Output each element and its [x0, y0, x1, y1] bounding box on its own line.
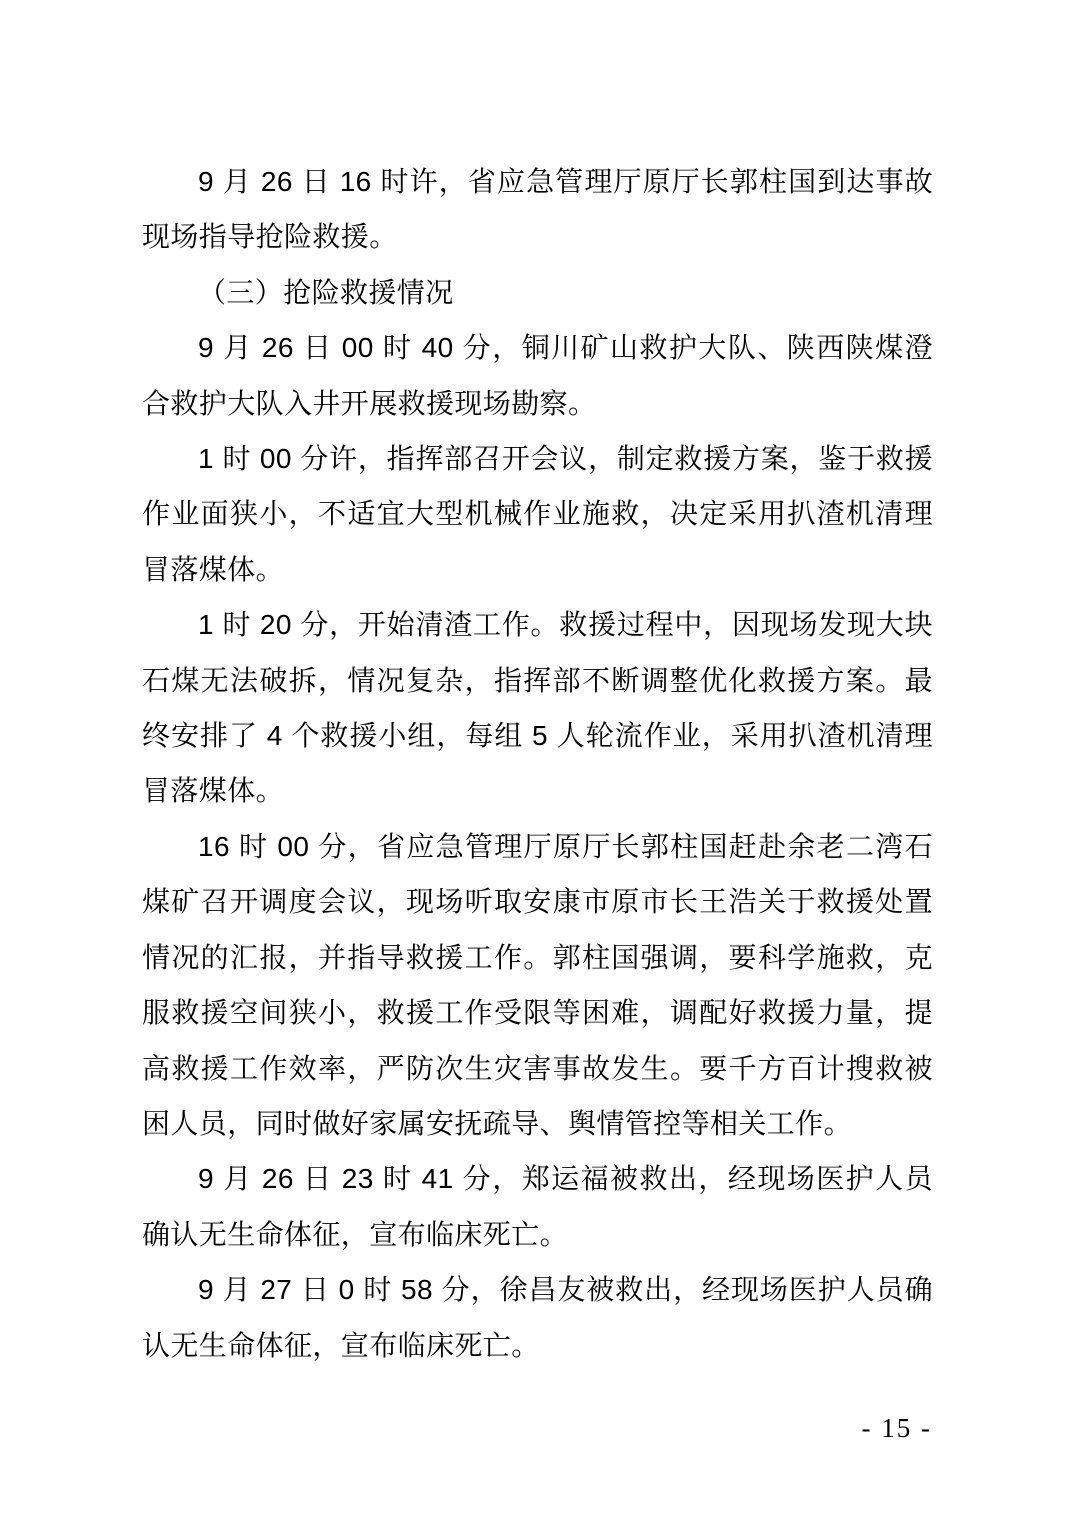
paragraph: 1 时 00 分许，指挥部召开会议，制定救援方案，鉴于救援作业面狭小，不适宜大型机械作业施救，决定采用扒渣机清理冒落煤体。: [142, 443, 933, 585]
paragraph: 9 月 26 日 16 时许，省应急管理厅原厅长郭柱国到达事故现场指导抢险救援。: [142, 166, 933, 253]
document-body: [142, 154, 933, 1373]
paragraph: 9 月 26 日 00 时 40 分，铜川矿山救护大队、陕西陕煤澄合救护大队入井开展救援现场勘察。: [142, 332, 933, 419]
paragraph: 9 月 26 日 23 时 41 分，郑运福被救出，经现场医护人员确认无生命体征，宣布临床死亡。: [142, 1163, 933, 1250]
paragraph: 1 时 20 分，开始清渣工作。救援过程中，因现场发现大块石煤无法破拆，情况复杂，指挥部不断调整优化救援方案。最终安排了 4 个救援小组，每组 5 人轮流作业，采用扒渣机清理冒落煤体。: [142, 609, 933, 807]
paragraph: 16 时 00 分，省应急管理厅原厅长郭柱国赶赴余老二湾石煤矿召开调度会议，现场听取安康市原市长王浩关于救援处置情况的汇报，并指导救援工作。郭柱国强调，要科学施救，克服救援空间狭小，救援工作受限等困难，调配好救援力量，提高救援工作效率，严防次生灾害事故发生。要千方百计搜救被困人员，同时做好家属安抚疏导、舆情管控等相关工作。: [142, 830, 933, 1139]
section-heading: （三）抢险救援情况: [198, 276, 454, 308]
paragraph: 9 月 27 日 0 时 58 分，徐昌友被救出，经现场医护人员确认无生命体征，宣布临床死亡。: [142, 1274, 933, 1361]
page-number: - 15 -: [861, 1413, 932, 1443]
